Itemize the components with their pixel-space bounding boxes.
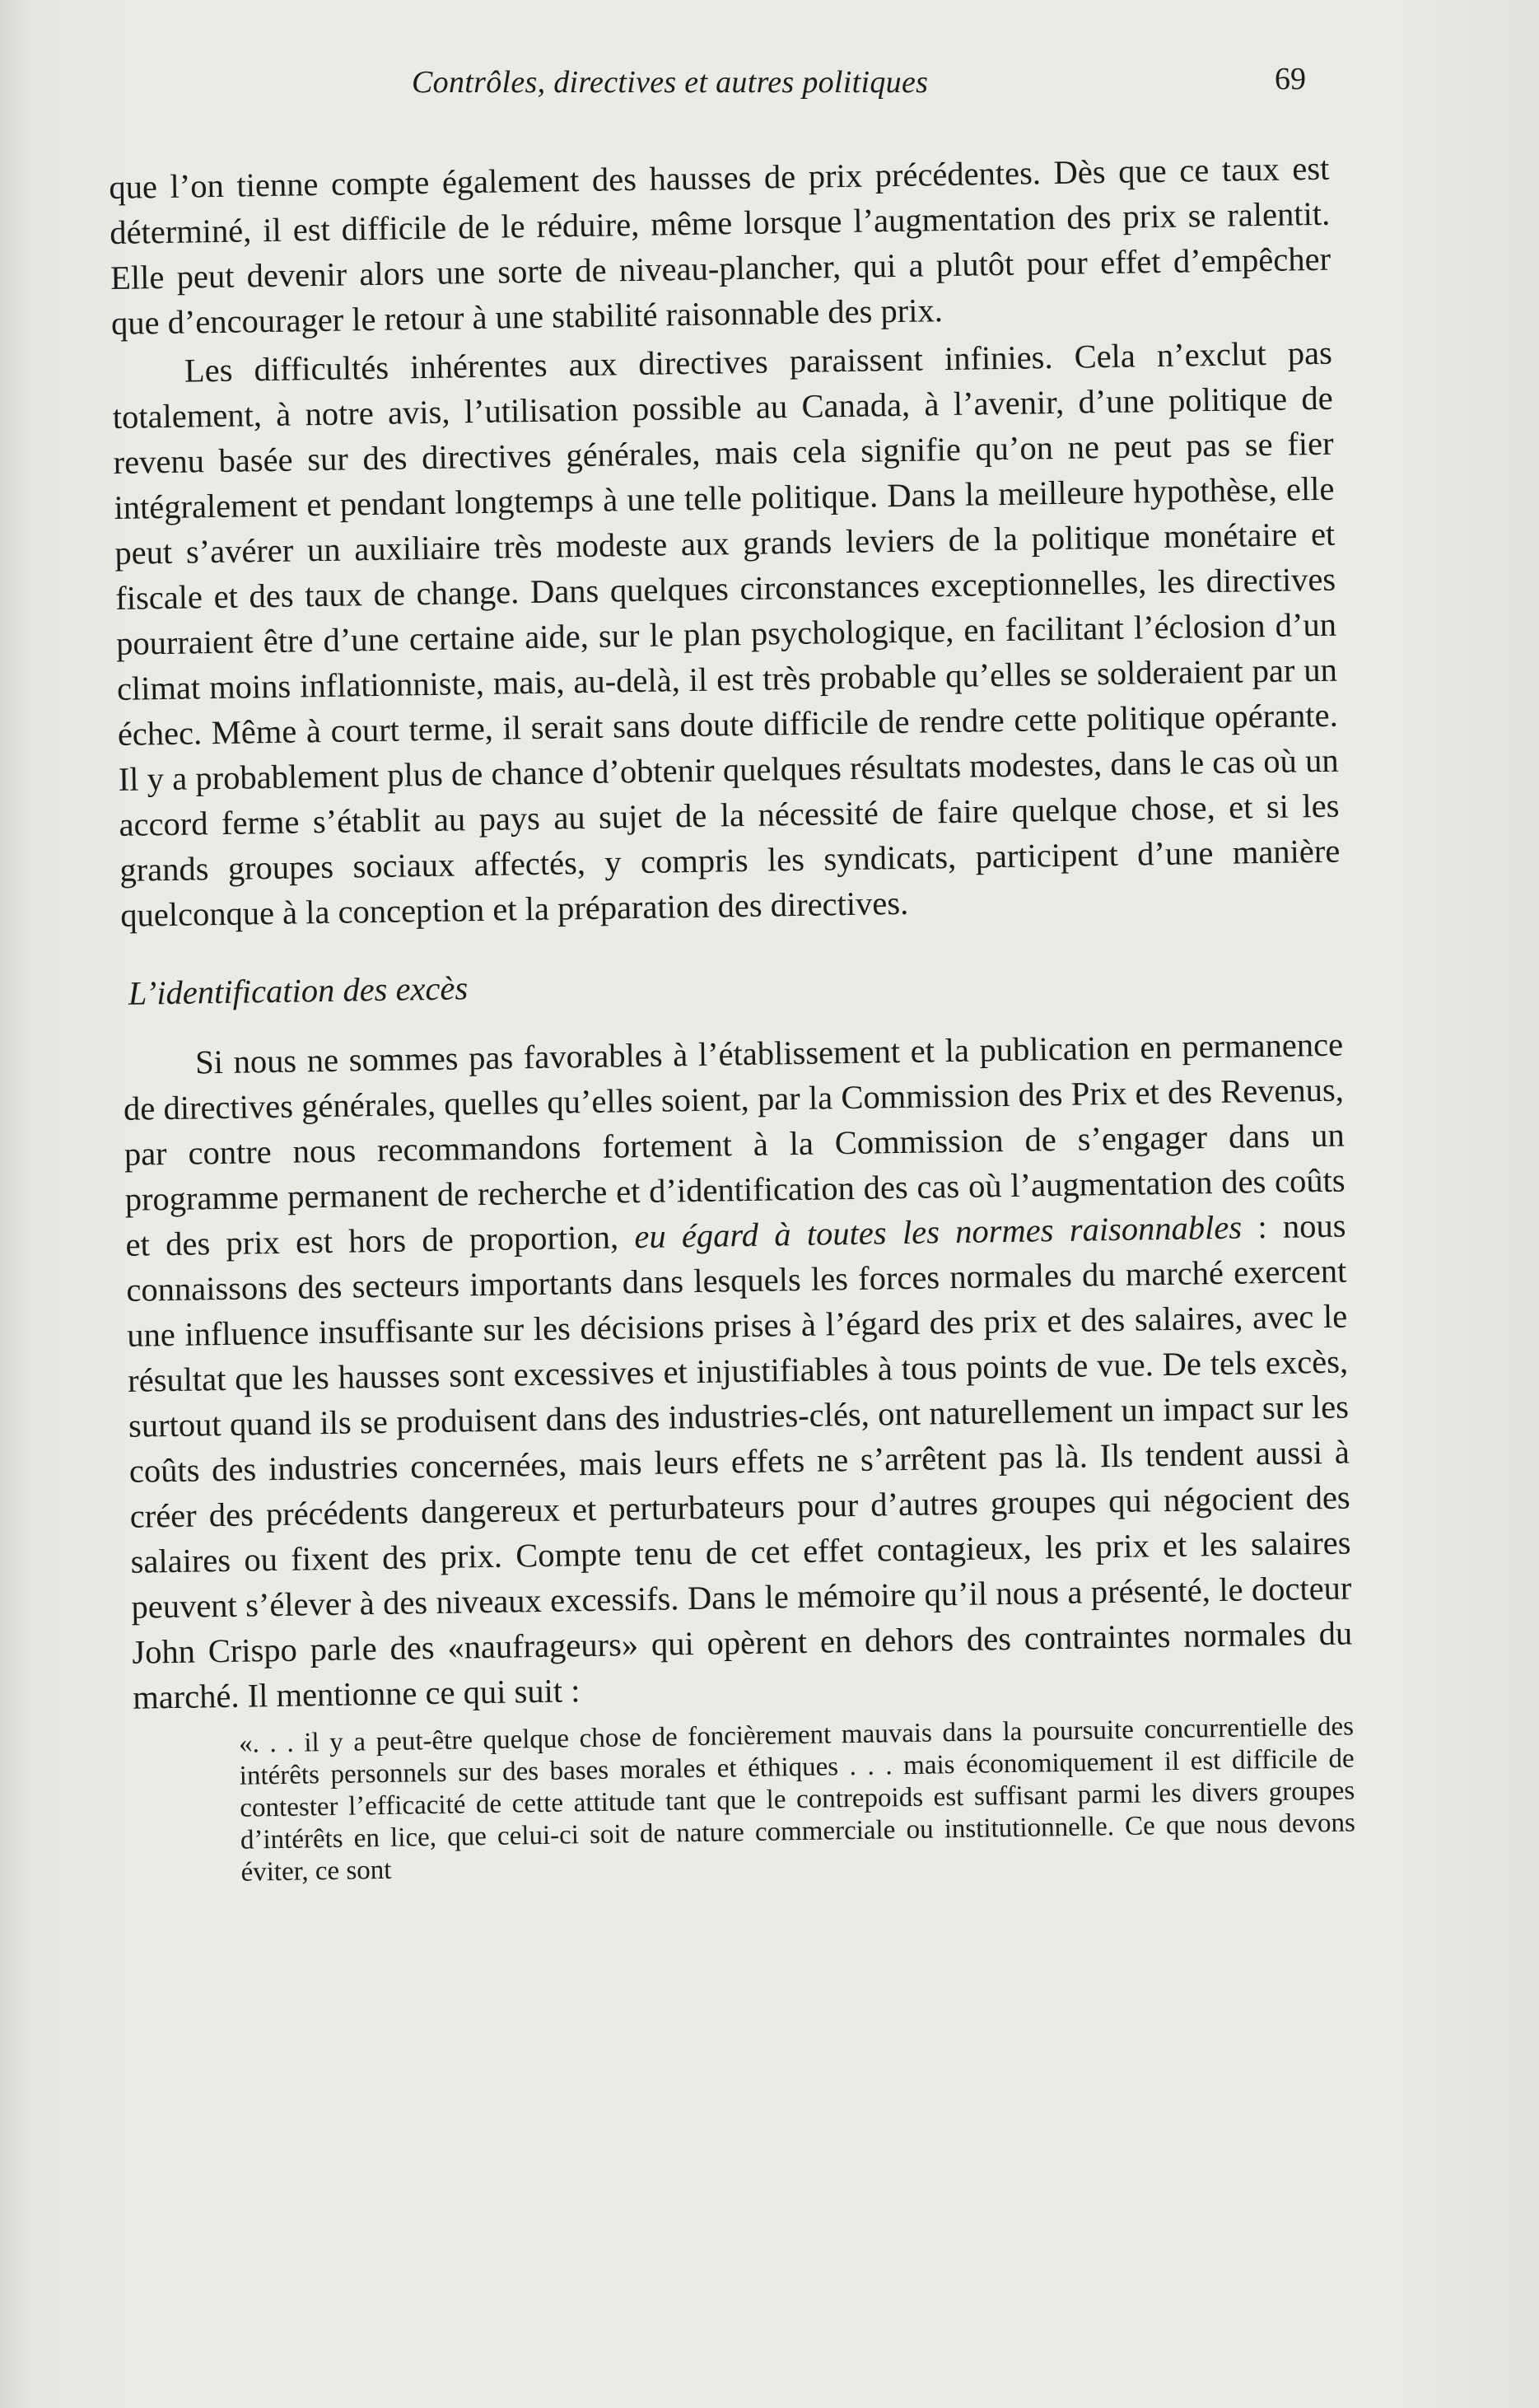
paragraph-emphasis: eu égard à toutes les normes raisonnables: [634, 1208, 1243, 1256]
block-quote: «. . . il y a peut-être quelque chose de foncièrement mauvais dans la poursuite concurrentielle des intérêts personnels sur des bases morales et éthiques . . . mais économiquement il est difficile de contester l’efficacité de cette attitude tant que le contrepoids est suffisant parmi les divers groupes d’intérêts en lice, que celui-ci soit de nature commerciale ou institutionnelle. Ce que nous devons éviter, ce sont: [238, 1711, 1356, 1888]
paragraph-text-part-2: : nous connaissons des secteurs importants dans lesquels les forces normales du marché exercent une influence insuffisante sur les décisions prises à l’égard des prix et des salaires, avec le résultat que les hausses sont excessives et injustifiables à tous points de vue. De tels excès, surtout quand ils se produisent dans des industries-clés, ont naturellement un impact sur les coûts des industries concernées, mais leurs effets ne s’arrêtent pas là. Ils tendent aussi à créer des précédents dangereux et perturbateurs pour d’autres groupes qui négocient des salaires ou fixent des prix. Compte tenu de cet effet contagieux, les prix et les salaires peuvent s’élever à des niveaux excessifs. Dans le mémoire qu’il nous a présenté, le docteur John Crispo parle des «naufrageurs» qui opèrent en dehors des contraintes normales du marché. Il mentionne ce qui suit :: [126, 1206, 1353, 1716]
paragraph-identification: [123, 1022, 1354, 1720]
running-head: [0, 64, 1539, 114]
body-text: [109, 146, 1356, 1891]
section-heading: L’identification des excès: [128, 969, 469, 1012]
page-number: 69: [1275, 62, 1306, 96]
paragraph-continued: que l’on tienne compte également des hausses de prix précédentes. Dès que ce taux est déterminé, il est difficile de le réduire, même lorsque l’augmentation des prix se ralentit. Elle peut devenir alors une sorte de niveau-plancher, qui a plutôt pour effet d’empêcher que d’encourager le retour à une stabilité raisonnable des prix.: [109, 149, 1331, 342]
paragraph-text-part-1: Si nous ne sommes pas favorables à l’établissement et la publication en permanence de directives générales, quelles qu’elles soient, par la Commission des Prix et des Revenus, par contre nous recommandons fortement à la Commission de s’engager dans un programme permanent de recherche et d’identification des cas où l’augmentation des coûts et des prix est hors de proportion,: [123, 1025, 1345, 1263]
paragraph-directives: Les difficultés inhérentes aux directives paraissent infinies. Cela n’exclut pas totalement, à notre avis, l’utilisation possible au Canada, à l’avenir, d’une politique de revenu basée sur des directives générales, mais cela signifie qu’on ne peut pas se fier intégralement et pendant longtemps à une telle politique. Dans la meilleure hypothèse, elle peut s’avérer un auxiliaire très modeste aux grands leviers de la politique monétaire et fiscale et des taux de change. Dans quelques circonstances exceptionnelles, les directives pourraient être d’une certaine aide, sur le plan psychologique, en facilitant l’éclosion d’un climat moins inflationniste, mais, au-delà, il est très probable qu’elles se solderaient par un échec. Même à court terme, il serait sans doute difficile de rendre cette politique opérante. Il y a probablement plus de chance d’obtenir quelques résultats modestes, dans le cas où un accord ferme s’établit au pays au sujet de la nécessité de faire quelque chose, et si les grands groupes sociaux affectés, y compris les syndicats, participent d’une manière quelconque à la conception et la préparation des directives.: [112, 334, 1341, 934]
running-title: Contrôles, directives et autres politiques: [412, 65, 929, 100]
